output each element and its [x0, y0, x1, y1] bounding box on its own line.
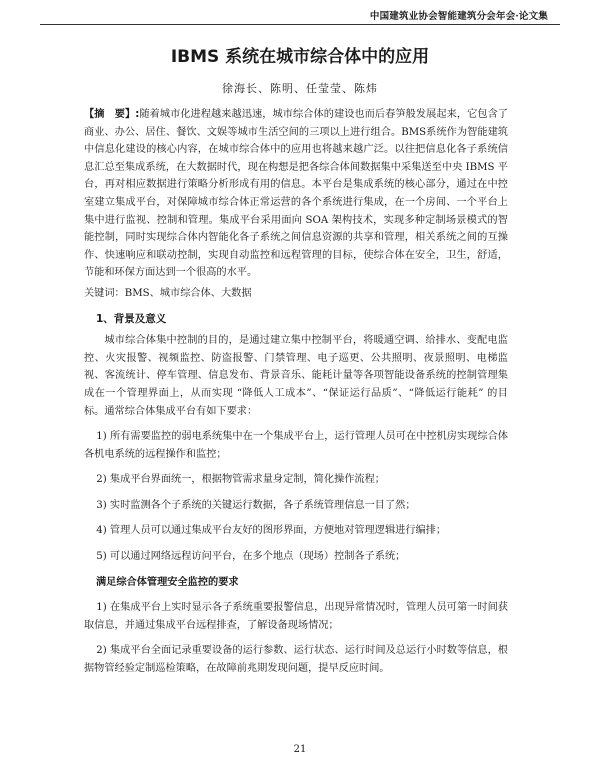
subsection-heading: 满足综合体管理安全监控的要求 [96, 576, 239, 588]
abstract-label: 【摘 要】: [84, 109, 140, 120]
safety-item: 2) 集成平台全面记录重要设备的运行参数、运行状态、运行时间及总运行小时数等信息，根据物管经验定制巡检策略，在故障前兆期发现问题，提早反应时间。 [84, 645, 508, 675]
abstract [84, 106, 508, 282]
abstract-text: 随着城市化进程越来越迅速，城市综合体的建设也而后春笋般发展起来，它包含了商业、办公、居住、餐饮、文娱等城市生活空间的三项以上进行组合。BMS系统作为智能建筑中信息化建设的核心内容，在城市综合体中的应用也将越来越广泛。以往把信息化各子系统信息汇总至集成系统，在大数据时代，现在构想是把各综合体间数据集中采集送至中央 IBMS 平台，再对相应数据进行策略分析形成有用的信息。本平台是集成系统的核心部分，通过在中控室建立集成平台，对保障城市综合体正常运营的各个系统进行集成，在一个房间、一个平台上集中进行监视、控制和管理。集成平台采用面向 SOA 架构技术，实现多种定制场景模式的智能控制，同时实现综合体内智能化各子系统之间信息资源的共享和管理，相关系统之间的互操作、快速响应和联动控制，实现自动监控和远程管理的目标，使综合体在安全，卫生，舒适，节能和环保方面达到一个很高的水平。 [84, 109, 509, 279]
keywords: 关键词：BMS、城市综合体、大数据 [84, 287, 252, 299]
paper-body [84, 106, 508, 678]
requirement-item: 3) 实时监测各个子系统的关键运行数据，各子系统管理信息一目了然； [96, 499, 416, 511]
safety-item: 1) 在集成平台上实时显示各子系统重要报警信息，出现异常情况时，管理人员可第一时间获取信息，并通过集成平台远程排查，了解设备现场情况； [84, 602, 508, 631]
requirement-item: 5) 可以通过网络远程访问平台，在多个地点（现场）控制各子系统； [96, 551, 406, 563]
intro-paragraph: 城市综合体集中控制的目的，是通过建立集中控制平台，将暖通空调、给排水、变配电监控、火灾报警、视频监控、防盗报警、门禁管理、电子巡更、公共照明、夜景照明、电梯监视、客流统计、停车管理、信息发布、背景音乐、能耗计量等各项智能设备系统的控制管理集成在一个管理界面上，从而实现 “降低人工成本”、“保证运行品质”、“降低运行能耗” 的目标。通常综合体集成平台有如下要求： [84, 335, 508, 417]
requirement-item: 4) 管理人员可以通过集成平台友好的图形界面，方便地对管理逻辑进行编排； [96, 525, 447, 537]
header-rule [40, 24, 560, 25]
requirement-item: 1) 所有需要监控的弱电系统集中在一个集成平台上，运行管理人员可在中控机房实现综合体各机电系统的远程操作和监控； [84, 431, 508, 460]
running-head: 中国建筑业协会智能建筑分会年会·论文集 [369, 11, 548, 22]
page-number: 21 [293, 744, 307, 755]
authors: 徐海长、陈明、任莹莹、陈炜 [222, 82, 378, 95]
paper-title: IBMS 系统在城市综合体中的应用 [170, 47, 430, 67]
section-heading: 1、背景及意义 [96, 312, 167, 325]
requirement-item: 2) 集成平台界面统一，根据物管需求量身定制，简化操作流程； [96, 474, 385, 486]
